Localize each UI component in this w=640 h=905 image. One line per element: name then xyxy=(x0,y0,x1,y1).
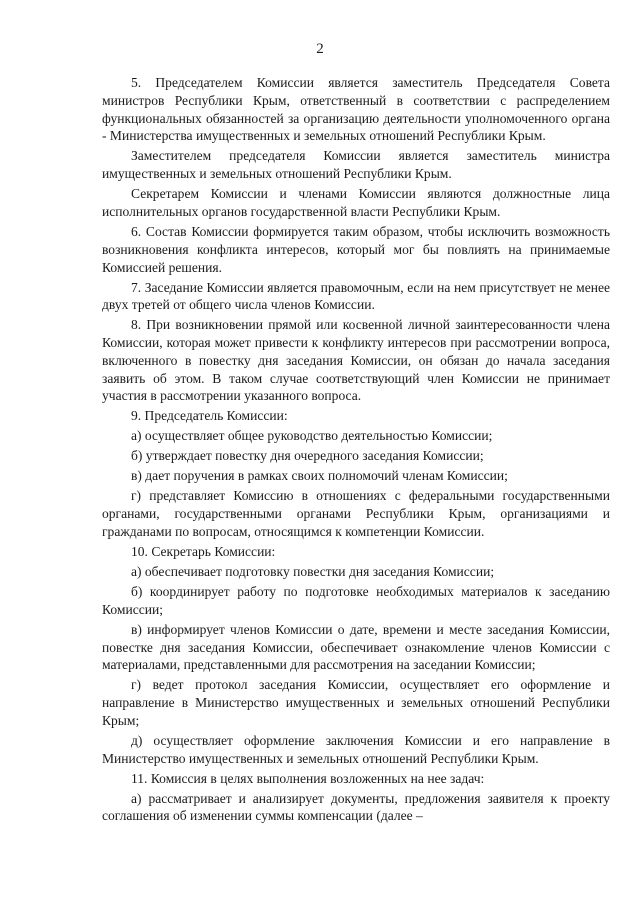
paragraph-10d: д) осуществляет оформление заключения Комиссии и его направление в Министерство имущественных и земельных отношений Республики Крым. xyxy=(102,732,610,766)
paragraph-9g: г) представляет Комиссию в отношениях с федеральными государственными органами, государственными органами Республики Крым, организациями и гражданами по вопросам, относящимся к компетенции Комиссии. xyxy=(102,488,610,539)
paragraph-secretary-members: Секретарем Комиссии и членами Комиссии являются должностные лица исполнительных органов государственной власти Республики Крым. xyxy=(102,186,610,219)
paragraph-11a: а) рассматривает и анализирует документы, предложения заявителя к проекту соглашения об изменении суммы компенсации (далее – xyxy=(102,790,610,824)
paragraph-10a: а) обеспечивает подготовку повестки дня заседания Комиссии; xyxy=(131,563,495,579)
paragraph-10v: в) информирует членов Комиссии о дате, времени и месте заседания Комиссии, повестке дня заседания Комиссии, обеспечивает ознакомление членов Комиссии с материалами, представленными для рассмотрения на заседании Комиссии; xyxy=(102,621,610,673)
paragraph-10-secretary-heading: 10. Секретарь Комиссии: xyxy=(131,543,276,559)
paragraph-8-conflict-of-interest: 8. При возникновении прямой или косвенной личной заинтересованности члена Комиссии, которая может привести к конфликту интересов при рассмотрении вопроса, включенного в повестку дня заседания Комиссии, он обязан до начала заседания заявить об этом. В таком случае соответствующий член Комиссии не принимает участия в рассмотрении указанного вопроса. xyxy=(102,317,610,404)
paragraph-9a: а) осуществляет общее руководство деятельностью Комиссии; xyxy=(131,428,493,444)
document-body xyxy=(102,74,610,825)
paragraph-9v: в) дает поручения в рамках своих полномочий членам Комиссии; xyxy=(131,468,508,484)
paragraph-10b: б) координирует работу по подготовке необходимых материалов к заседанию Комиссии; xyxy=(102,583,610,617)
paragraph-deputy-chairman: Заместителем председателя Комиссии является заместитель министра имущественных и земельных отношений Республики Крым. xyxy=(102,148,610,182)
paragraph-7-quorum: 7. Заседание Комиссии является правомочным, если на нем присутствует не менее двух третей от общего числа членов Комиссии. xyxy=(102,279,610,313)
paragraph-9-chairman-heading: 9. Председатель Комиссии: xyxy=(131,408,288,424)
paragraph-11-heading: 11. Комиссия в целях выполнения возложенных на нее задач: xyxy=(131,770,485,786)
paragraph-10g: г) ведет протокол заседания Комиссии, осуществляет его оформление и направление в Министерство имущественных и земельных отношений Республики Крым; xyxy=(102,677,610,728)
page-number: 2 xyxy=(316,41,324,57)
paragraph-6-composition: 6. Состав Комиссии формируется таким образом, чтобы исключить возможность возникновения конфликта интересов, который мог бы повлиять на принимаемые Комиссией решения. xyxy=(102,223,610,275)
paragraph-5-chairman: 5. Председателем Комиссии является заместитель Председателя Совета министров Республики Крым, ответственный в соответствии с распределением функциональных обязанностей за организацию деятельности уполномоченного органа - Министерства имущественных и земельных отношений Республики Крым. xyxy=(102,75,610,144)
paragraph-9b: б) утверждает повестку дня очередного заседания Комиссии; xyxy=(131,448,484,464)
